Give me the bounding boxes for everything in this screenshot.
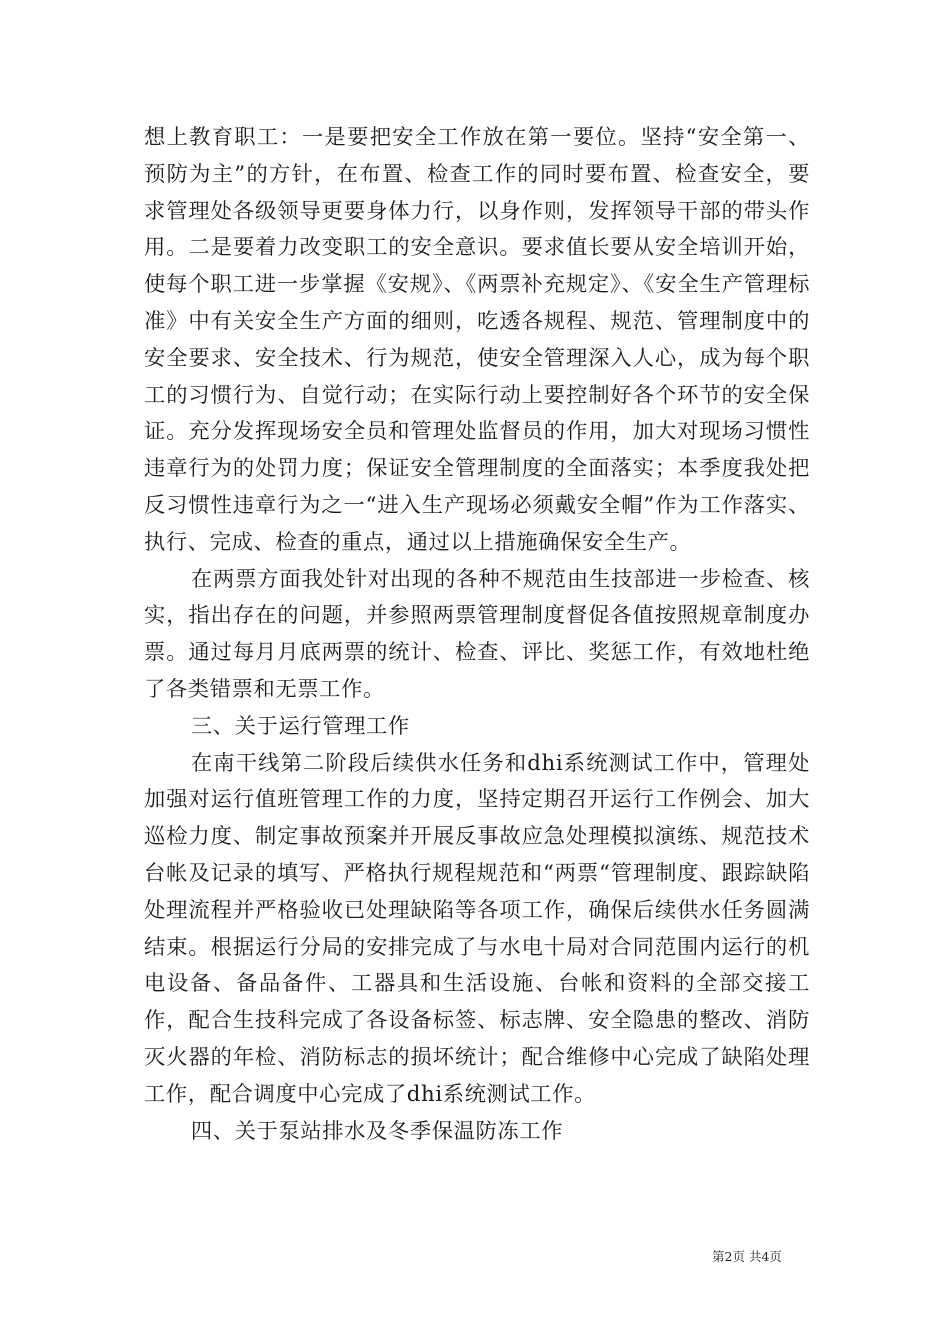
paragraph-two-tickets: 在两票方面我处针对出现的各种不规范由生技部进一步检查、核实，指出存在的问题，并参照两票管理制度督促各值按照规章制度办票。通过每月月底两票的统计、检查、评比、奖惩工作，有效地杜绝了各类错票和无票工作。 <box>144 566 810 702</box>
document-body <box>144 120 810 1150</box>
paragraph-safety-education: 想上教育职工：一是要把安全工作放在第一要位。坚持“安全第一、预防为主”的方针，在布置、检查工作的同时要布置、检查安全，要求管理处各级领导更要身体力行，以身作则，发挥领导干部的带头作用。二是要着力改变职工的安全意识。要求值长要从安全培训开始，使每个职工进一步掌握《安规》、《两票补充规定》、《安全生产管理标准》中有关安全生产方面的细则，吃透各规程、规范、管理制度中的安全要求、安全技术、行为规范，使安全管理深入人心，成为每个职工的习惯行为、自觉行动；在实际行动上要控制好各个环节的安全保证。充分发挥现场安全员和管理处监督员的作用，加大对现场习惯性违章行为的处罚力度；保证安全管理制度的全面落实；本季度我处把反习惯性违章行为之一“进入生产现场必须戴安全帽”作为工作落实、执行、完成、检查的重点，通过以上措施确保安全生产。 <box>144 125 810 555</box>
footer-current-page: 2 <box>724 1249 733 1264</box>
page-number-footer <box>712 1247 782 1265</box>
footer-middle: 页 共 <box>732 1249 762 1264</box>
footer-suffix: 页 <box>769 1249 782 1264</box>
footer-prefix: 第 <box>712 1249 725 1264</box>
paragraph-operation-management: 在南干线第二阶段后续供水任务和dhi系统测试工作中，管理处加强对运行值班管理工作的力度，坚持定期召开运行工作例会、加大巡检力度、制定事故预案并开展反事故应急处理模拟演练、规范技术台帐及记录的填写、严格执行规程规范和“两票“管理制度、跟踪缺陷处理流程并严格验收已处理缺陷等各项工作，确保后续供水任务圆满结束。根据运行分局的安排完成了与水电十局对合同范围内运行的机电设备、备品备件、工器具和生活设施、台帐和资料的全部交接工作，配合生技科完成了各设备标签、标志牌、安全隐患的整改、消防灭火器的年检、消防标志的损坏统计；配合维修中心完成了缺陷处理工作，配合调度中心完成了dhi系统测试工作。 <box>144 750 810 1107</box>
section-heading-operation-management: 三、关于运行管理工作 <box>190 713 410 739</box>
section-heading-pump-station: 四、关于泵站排水及冬季保温防冻工作 <box>190 1118 564 1144</box>
footer-total-pages: 4 <box>761 1249 770 1264</box>
